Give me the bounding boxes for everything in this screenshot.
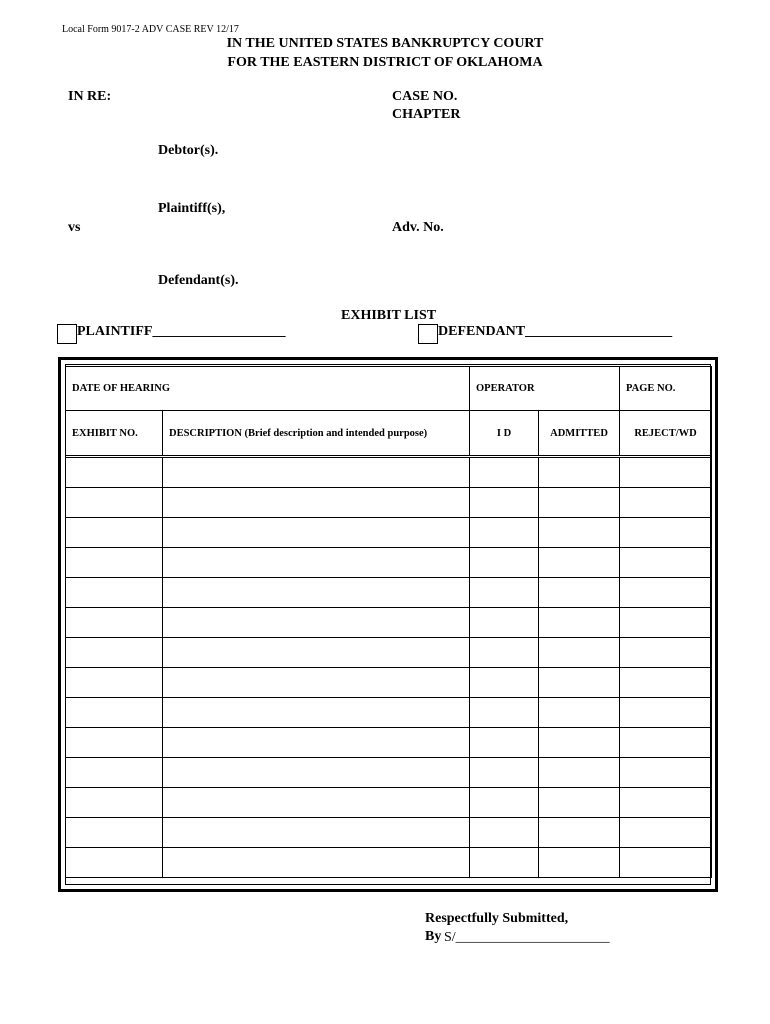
id-cell[interactable] bbox=[470, 518, 539, 548]
reject-wd-cell[interactable] bbox=[620, 848, 712, 878]
exhibit-row bbox=[66, 488, 712, 518]
exhibit-no-cell[interactable] bbox=[66, 488, 163, 518]
exhibit-no-cell[interactable] bbox=[66, 668, 163, 698]
exhibit-row bbox=[66, 698, 712, 728]
description-cell[interactable] bbox=[163, 548, 470, 578]
admitted-cell[interactable] bbox=[539, 578, 620, 608]
id-cell[interactable] bbox=[470, 728, 539, 758]
respectfully-submitted: Respectfully Submitted, bbox=[425, 911, 569, 926]
description-cell[interactable] bbox=[163, 608, 470, 638]
id-cell[interactable] bbox=[470, 698, 539, 728]
defendant-option-label: DEFENDANT_____________________ bbox=[438, 324, 673, 339]
col-admitted: ADMITTED bbox=[539, 411, 620, 456]
exhibit-list-title: EXHIBIT LIST bbox=[341, 308, 437, 323]
exhibit-no-cell[interactable] bbox=[66, 758, 163, 788]
page-no-cell[interactable]: PAGE NO. bbox=[620, 367, 712, 411]
reject-wd-cell[interactable] bbox=[620, 668, 712, 698]
admitted-cell[interactable] bbox=[539, 458, 620, 488]
id-cell[interactable] bbox=[470, 458, 539, 488]
admitted-cell[interactable] bbox=[539, 698, 620, 728]
exhibit-no-cell[interactable] bbox=[66, 578, 163, 608]
reject-wd-cell[interactable] bbox=[620, 458, 712, 488]
description-cell[interactable] bbox=[163, 788, 470, 818]
reject-wd-cell[interactable] bbox=[620, 488, 712, 518]
exhibit-row bbox=[66, 668, 712, 698]
exhibit-row bbox=[66, 758, 712, 788]
description-cell[interactable] bbox=[163, 818, 470, 848]
col-id: I D bbox=[470, 411, 539, 456]
defendant-checkbox[interactable] bbox=[418, 324, 438, 344]
admitted-cell[interactable] bbox=[539, 848, 620, 878]
exhibit-no-cell[interactable] bbox=[66, 848, 163, 878]
plaintiff-option-label: PLAINTIFF___________________ bbox=[77, 324, 286, 339]
exhibit-no-cell[interactable] bbox=[66, 728, 163, 758]
id-cell[interactable] bbox=[470, 758, 539, 788]
id-cell[interactable] bbox=[470, 788, 539, 818]
plaintiff-checkbox[interactable] bbox=[57, 324, 77, 344]
admitted-cell[interactable] bbox=[539, 608, 620, 638]
exhibit-row bbox=[66, 548, 712, 578]
description-cell[interactable] bbox=[163, 638, 470, 668]
col-description: DESCRIPTION (Brief description and intended purpose) bbox=[163, 411, 470, 456]
id-cell[interactable] bbox=[470, 848, 539, 878]
id-cell[interactable] bbox=[470, 488, 539, 518]
exhibit-no-cell[interactable] bbox=[66, 638, 163, 668]
exhibit-row bbox=[66, 788, 712, 818]
form-number: Local Form 9017-2 ADV CASE REV 12/17 bbox=[62, 24, 239, 35]
description-cell[interactable] bbox=[163, 758, 470, 788]
exhibit-no-cell[interactable] bbox=[66, 548, 163, 578]
admitted-cell[interactable] bbox=[539, 518, 620, 548]
description-cell[interactable] bbox=[163, 698, 470, 728]
id-cell[interactable] bbox=[470, 818, 539, 848]
description-cell[interactable] bbox=[163, 518, 470, 548]
exhibit-no-cell[interactable] bbox=[66, 458, 163, 488]
signature-line[interactable]: S/______________________ bbox=[444, 930, 610, 945]
admitted-cell[interactable] bbox=[539, 758, 620, 788]
exhibit-row bbox=[66, 518, 712, 548]
id-cell[interactable] bbox=[470, 578, 539, 608]
chapter-label: CHAPTER bbox=[392, 107, 461, 122]
reject-wd-cell[interactable] bbox=[620, 818, 712, 848]
adv-no-label: Adv. No. bbox=[392, 220, 444, 235]
case-no-label: CASE NO. bbox=[392, 89, 458, 104]
reject-wd-cell[interactable] bbox=[620, 578, 712, 608]
col-exhibit-no: EXHIBIT NO. bbox=[66, 411, 163, 456]
reject-wd-cell[interactable] bbox=[620, 788, 712, 818]
reject-wd-cell[interactable] bbox=[620, 548, 712, 578]
signature-by-label: By bbox=[425, 929, 442, 944]
exhibit-row bbox=[66, 578, 712, 608]
exhibit-no-cell[interactable] bbox=[66, 518, 163, 548]
id-cell[interactable] bbox=[470, 548, 539, 578]
exhibit-no-cell[interactable] bbox=[66, 698, 163, 728]
description-cell[interactable] bbox=[163, 848, 470, 878]
vs-label: vs bbox=[68, 220, 81, 235]
id-cell[interactable] bbox=[470, 638, 539, 668]
admitted-cell[interactable] bbox=[539, 728, 620, 758]
exhibit-table bbox=[65, 366, 712, 878]
in-re-label: IN RE: bbox=[68, 89, 112, 104]
defendants-label: Defendant(s). bbox=[158, 273, 239, 288]
plaintiffs-label: Plaintiff(s), bbox=[158, 201, 226, 216]
debtors-label: Debtor(s). bbox=[158, 143, 219, 158]
date-of-hearing-cell[interactable]: DATE OF HEARING bbox=[66, 367, 470, 411]
exhibit-row bbox=[66, 818, 712, 848]
id-cell[interactable] bbox=[470, 668, 539, 698]
reject-wd-cell[interactable] bbox=[620, 758, 712, 788]
reject-wd-cell[interactable] bbox=[620, 638, 712, 668]
admitted-cell[interactable] bbox=[539, 638, 620, 668]
description-cell[interactable] bbox=[163, 578, 470, 608]
court-name-line-1: IN THE UNITED STATES BANKRUPTCY COURT bbox=[226, 36, 544, 51]
exhibit-no-cell[interactable] bbox=[66, 818, 163, 848]
description-cell[interactable] bbox=[163, 668, 470, 698]
court-name-line-2: FOR THE EASTERN DISTRICT OF OKLAHOMA bbox=[227, 55, 543, 70]
description-cell[interactable] bbox=[163, 728, 470, 758]
exhibit-row bbox=[66, 848, 712, 878]
reject-wd-cell[interactable] bbox=[620, 608, 712, 638]
exhibit-row bbox=[66, 728, 712, 758]
exhibit-no-cell[interactable] bbox=[66, 608, 163, 638]
exhibit-row bbox=[66, 638, 712, 668]
admitted-cell[interactable] bbox=[539, 548, 620, 578]
reject-wd-cell[interactable] bbox=[620, 698, 712, 728]
operator-cell[interactable]: OPERATOR bbox=[470, 367, 620, 411]
exhibit-no-cell[interactable] bbox=[66, 788, 163, 818]
admitted-cell[interactable] bbox=[539, 668, 620, 698]
exhibit-row bbox=[66, 458, 712, 488]
admitted-cell[interactable] bbox=[539, 788, 620, 818]
id-cell[interactable] bbox=[470, 608, 539, 638]
admitted-cell[interactable] bbox=[539, 488, 620, 518]
reject-wd-cell[interactable] bbox=[620, 728, 712, 758]
admitted-cell[interactable] bbox=[539, 818, 620, 848]
description-cell[interactable] bbox=[163, 458, 470, 488]
reject-wd-cell[interactable] bbox=[620, 518, 712, 548]
description-cell[interactable] bbox=[163, 488, 470, 518]
exhibit-row bbox=[66, 608, 712, 638]
col-reject-wd: REJECT/WD bbox=[620, 411, 712, 456]
